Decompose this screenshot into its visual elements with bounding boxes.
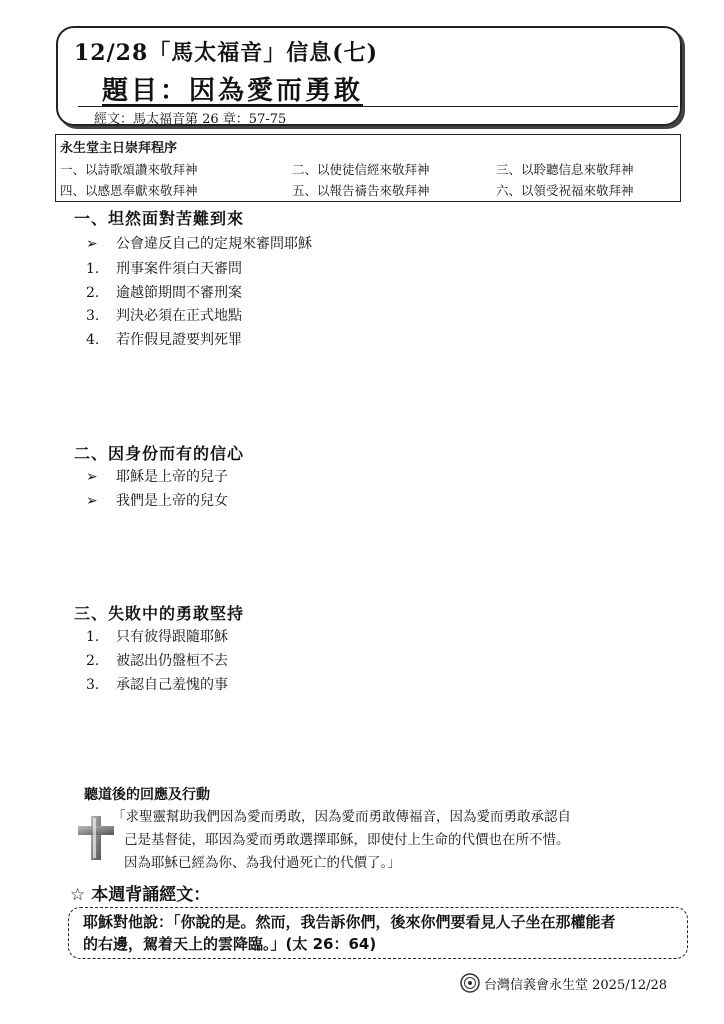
outline-point-text: 耶穌是上帝的兒子 — [116, 469, 228, 485]
scripture-reference: 經文：馬太福音第 26 章：57-75 — [78, 106, 678, 127]
footer — [460, 973, 667, 993]
footer-text: 台灣信義會永生堂 2025/12/28 — [484, 977, 668, 993]
point-number: 4. — [86, 332, 100, 348]
point-number: 3. — [86, 308, 100, 324]
outline-point-text: 承認自己羞愧的事 — [116, 677, 228, 693]
header-box — [56, 26, 682, 126]
outline-point-text: 被認出仍盤桓不去 — [116, 653, 228, 669]
outline-point-text: 若作假見證要判死罪 — [116, 332, 242, 348]
star-icon: ☆ — [70, 885, 86, 905]
response-line: 己是基督徒，耶因為愛而勇敢選擇耶穌，即使付上生命的代價也在所不惜。 — [124, 832, 570, 848]
memory-verse-box — [68, 907, 688, 959]
response-line: 因為耶穌已經為你、為我付過死亡的代價了。」 — [124, 855, 401, 871]
outline-point — [86, 305, 242, 325]
response-prayer — [112, 806, 682, 875]
bullet-arrow-icon: ➢ — [86, 469, 98, 485]
outline-point — [86, 233, 312, 253]
point-number: 2. — [86, 285, 100, 301]
section-heading: 一、坦然面對苦難到來 — [74, 209, 245, 228]
worship-order-title: 永生堂主日崇拜程序 — [60, 141, 178, 156]
outline-point-text: 逾越節期間不審刑案 — [116, 285, 242, 301]
cross-icon — [76, 815, 116, 861]
bullet-arrow-icon: ➢ — [86, 493, 98, 509]
outline-point — [86, 329, 242, 349]
section-heading: 二、因身份而有的信心 — [74, 444, 245, 463]
outline-point — [86, 466, 228, 486]
point-number: 1. — [86, 629, 100, 645]
worship-order-item: 五、以報告禱告來敬拜神 — [292, 183, 430, 198]
outline-point — [86, 490, 228, 510]
point-number: 3. — [86, 677, 100, 693]
outline-point-text: 公會違反自己的定規來審問耶穌 — [116, 236, 312, 252]
point-number: 2. — [86, 653, 100, 669]
outline-point — [86, 674, 228, 694]
memory-verse-line: 耶穌對他說：「你說的是。然而，我告訴你們，後來你們要看見人子坐在那權能者 — [83, 913, 616, 931]
point-number: 1. — [86, 261, 100, 277]
worship-order-box — [55, 134, 681, 202]
page-title: 12/28「馬太福音」信息(七) — [74, 40, 379, 66]
outline-point — [86, 626, 228, 646]
worship-order-item: 一、以詩歌頌讚來敬拜神 — [60, 162, 198, 177]
outline-point-text: 判決必須在正式地點 — [116, 308, 242, 324]
outline-point-text: 只有彼得跟隨耶穌 — [116, 629, 228, 645]
bullet-arrow-icon: ➢ — [86, 236, 98, 252]
sermon-subject: 題目：因為愛而勇敢 — [102, 76, 364, 106]
worship-order-item: 四、以感恩奉獻來敬拜神 — [60, 183, 198, 198]
outline-point — [86, 282, 242, 302]
response-line: 「求聖靈幫助我們因為愛而勇敢，因為愛而勇敢傳福音，因為愛而勇敢承認自 — [112, 809, 571, 825]
outline-point — [86, 650, 228, 670]
worship-order-item: 六、以領受祝福來敬拜神 — [496, 183, 634, 198]
memory-verse-heading-text: 本週背誦經文： — [91, 885, 211, 905]
memory-verse-heading — [70, 880, 210, 905]
church-seal-icon — [460, 973, 480, 993]
response-heading: 聽道後的回應及行動 — [84, 787, 210, 803]
memory-verse-line: 的右邊，駕着天上的雲降臨。」(太 26：64) — [83, 935, 377, 953]
outline-point-text: 刑事案件須白天審問 — [116, 261, 242, 277]
outline-point-text: 我們是上帝的兒女 — [116, 493, 228, 509]
worship-order-item: 二、以使徒信經來敬拜神 — [292, 162, 430, 177]
section-heading: 三、失敗中的勇敢堅持 — [74, 604, 245, 623]
worship-order-item: 三、以聆聽信息來敬拜神 — [496, 162, 634, 177]
outline-point — [86, 258, 242, 278]
